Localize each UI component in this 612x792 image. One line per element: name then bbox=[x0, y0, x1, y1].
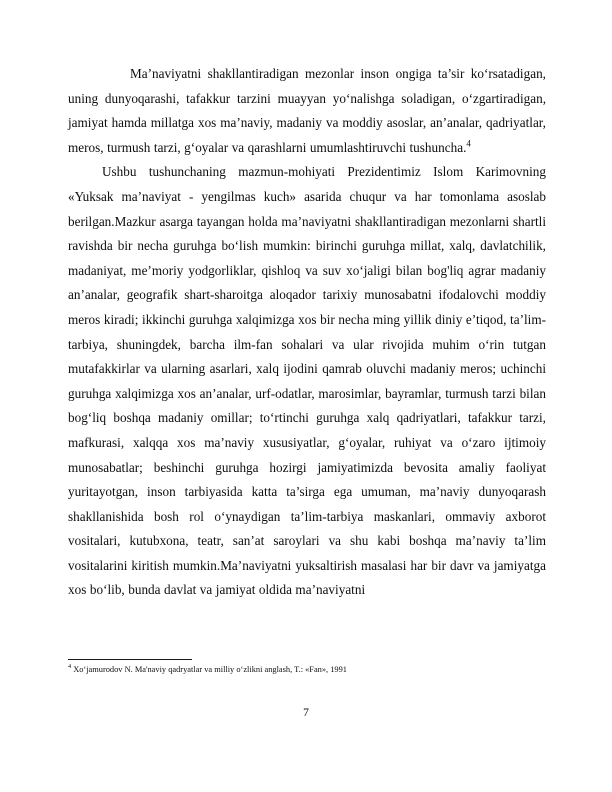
footnote-entry bbox=[68, 664, 546, 675]
page-body bbox=[68, 62, 546, 603]
body-paragraph-2: Ushbu tushunchaning mazmun-mohiyati Prezidentimiz Islom Karimovning «Yuksak ma’naviyat - yengilmas kuch» asarida chuqur va har tomonlama asoslab berilgan.Mazkur asarga tayangan holda ma’naviyatni shakllantiradigan mezonlarni shartli ravishda bir necha guruhga bo‘lish mumkin: birinchi guruhga millat, xalq, davlatchilik, madaniyat, me’moriy yodgorliklar, qishloq va suv xo‘jaligi bilan bog'liq agrar madaniy an’analar, geografik shart-sharoitga aloqador tarixiy munosabatni ifodalovchi moddiy meros kiradi; ikkinchi guruhga xalqimizga xos bir necha ming yillik diniy e’tiqod, ta’lim-tarbiya, shuningdek, barcha ilm-fan sohalari va ular rivojida muhim o‘rin tutgan mutafakkirlar va ularning asarlari, xalq ijodini qamrab oluvchi madaniy meros; uchinchi guruhga xalqimizga xos an’analar, urf-odatlar, marosimlar, bayramlar, turmush tarzi bilan bog‘liq boshqa madaniy omillar; to‘rtinchi guruhga xalq qadriyatlari, tafakkur tarzi, mafkurasi, xalqqa xos ma’naviy xususiyatlar, g‘oyalar, ruhiyat va o‘zaro ijtimoiy munosabatlar; beshinchi guruhga hozirgi jamiyatimizda bevosita amaliy faoliyat yuritayotgan, inson tarbiyasida katta ta’sirga ega umuman, ma’naviy dunyoqarash shakllanishida bosh rol o‘ynaydigan ta’lim-tarbiya maskanlari, ommaviy axborot vositalari, kutubxona, teatr, san’at saroylari va shu kabi boshqa ma’naviy ta’lim vositalarini kiritish mumkin.Ma’naviyatni yuksaltirish masalasi har bir davr va jamiyatga xos bo‘lib, bunda davlat va jamiyat oldida ma’naviyatni bbox=[68, 164, 546, 598]
body-paragraph-1 bbox=[68, 62, 546, 160]
footnote-area bbox=[68, 659, 546, 675]
footnote-citation-text: Xo‘jamurodov N. Ma'naviy qadryatlar va milliy o‘zlikni anglash, T.: «Fan», 1991 bbox=[73, 665, 347, 674]
footnote-reference-marker[interactable]: 4 bbox=[466, 138, 471, 149]
footnote-separator-rule bbox=[68, 659, 192, 660]
page-number: 7 bbox=[303, 707, 309, 719]
footnote-number: 4 bbox=[68, 663, 72, 671]
paragraph-1-text: Ma’naviyatni shakllantiradigan mezonlar inson ongiga ta’sir ko‘rsatadigan, uning dunyoqarashi, tafakkur tarzini muayyan yo‘nalishga soladigan, o‘zgartiradigan, jamiyat hamda millatga xos ma’naviy, madaniy va moddiy asoslar, an’analar, qadriyatlar, meros, turmush tarzi, g‘oyalar va qarashlarni umumlashtiruvchi tushuncha. bbox=[68, 66, 546, 155]
